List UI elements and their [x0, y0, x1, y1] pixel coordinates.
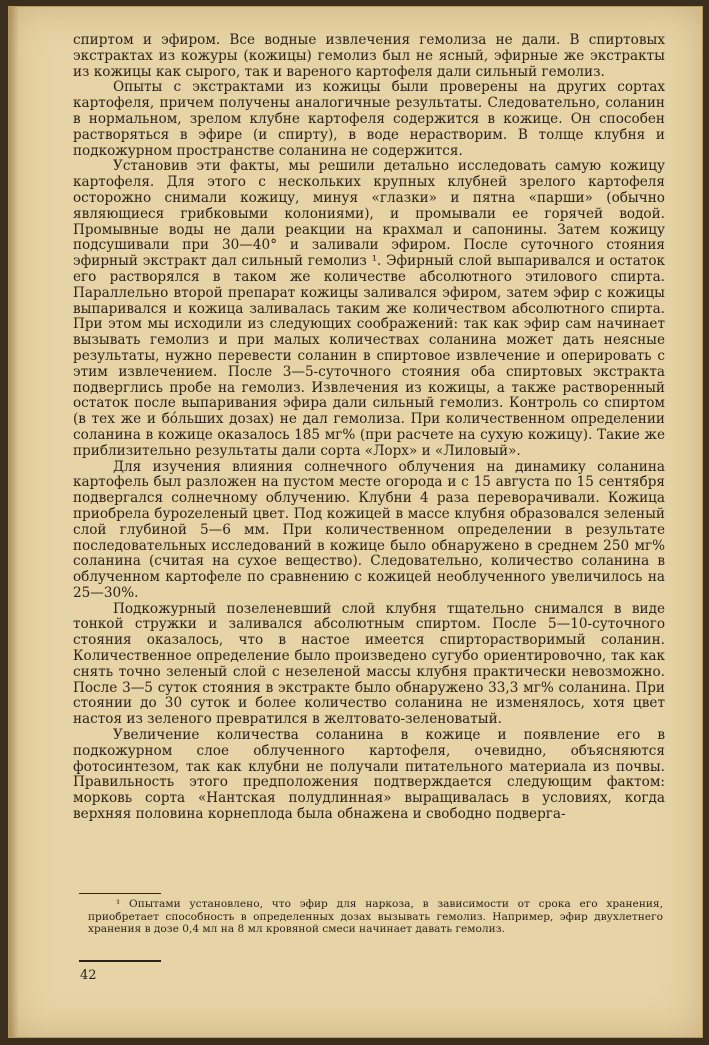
body-text — [73, 33, 665, 823]
page-edge-shadow — [9, 7, 19, 1037]
footnote-text: ¹ Опытами установлено, что эфир для наркоза, в зависимости от срока его хранения, приобретает способность в определенных дозах вызывать гемолиз. Например, эфир двухлетнего хранения в дозе 0,4 мл на 8 мл кровяной смеси начинает давать гемолиз. — [88, 898, 663, 935]
paragraph-5: Подкожурный позеленевший слой клубня тщательно снимался в виде тонкой стружки и заливался абсолютным спиртом. После 5—10-суточного стояния оказалось, что в настое имеется спирторастворимый соланин. Количественное определение было произведено сугубо ориентировочно, так как снять точно зеленый слой с незеленой массы клубня практически невозможно. После 3—5 суток стояния в экстракте было обнаружено 33,3 мг% соланина. При стоянии до 30 суток и более количество соланина не изменялось, хотя цвет настоя из зеленого превратился в желтовато-зеленоватый. — [73, 600, 665, 728]
paragraph-6: Увеличение количества соланина в кожице и появление его в подкожурном слое облученного картофеля, очевидно, объясняются фотосинтезом, так как клубни не получали питательного материала из почвы. Правильность этого предположения подтверждается следующим фактом: морковь сорта «Нантская полудлинная» выращивалась в условиях, когда верхняя половина корнеплода была обнажена и свободно подверга- — [73, 727, 665, 823]
paragraph-2: Опыты с экстрактами из кожицы были проверены на других сортах картофеля, причем получены аналогичные результаты. Следовательно, соланин в нормальном, зрелом клубне картофеля содержится в кожице. Он способен растворяться в эфире (и спирту), в воде нерастворим. В толще клубня и подкожурном пространстве соланина не содержится. — [73, 79, 665, 159]
page-number: 42 — [80, 968, 97, 983]
page-number-rule — [79, 960, 161, 962]
paragraph-4: Для изучения влияния солнечного облучения на динамику соланина картофель был разложен на пустом месте огорода и с 15 августа по 15 сентября подвергался солнечному облучению. Клубни 4 раза переворачивали. Кожица приобрела буроzеленый цвет. Под кожицей в массе клубня образовался зеленый слой глубиной 5—6 мм. При количественном определении в результате последовательных исследований в кожице было обнаружено в среднем 250 мг% соланина (считая на сухое вещество). Следовательно, количество соланина в облученном картофеле по сравнению с кожицей необлученного увеличилось на 25—30%. — [73, 458, 665, 601]
footnote-divider — [79, 893, 161, 894]
paragraph-1: спиртом и эфиром. Все водные извлечения гемолиза не дали. В спиртовых экстрактах из кожуры (кожицы) гемолиз был не ясный, эфирные же экстракты из кожицы как сырого, так и вареного картофеля дали сильный гемолиз. — [73, 32, 665, 80]
footnote — [88, 898, 663, 936]
paragraph-3: Установив эти факты, мы решили детально исследовать самую кожицу картофеля. Для этого с нескольких крупных клубней зрелого картофеля осторожно снимали кожицу, минуя «глазки» и пятна «парши» (обычно являющиеся грибковыми колониями), и промывали ее горячей водой. Промывные воды не дали реакции на крахмал и сапонины. Затем кожицу подсушивали при 30—40° и заливали эфиром. После суточного стояния эфирный экстракт дал сильный гемолиз ¹. Эфирный слой выпаривался и остаток его растворялся в таком же количестве абсолютного этилового спирта. Параллельно второй препарат кожицы заливался эфиром, затем эфир с кожицы выпаривался и кожица заливалась таким же количеством абсолютного спирта. При этом мы исходили из следующих соображений: так как эфир сам начинает вызывать гемолиз и при малых количествах соланина может дать неясные результаты, нужно перевести соланин в спиртовое извлечение и оперировать с этим извлечением. После 3—5-суточного стояния оба спиртовых экстракта подверглись пробе на гемолиз. Извлечения из кожицы, а также растворенный остаток после выпаривания эфира дали сильный гемолиз. Контроль со спиртом (в тех же и бóльших дозах) не дал гемолиза. При количественном определении соланина в кожице оказалось 185 мг% (при расчете на сухую кожицу). Такие же приблизительно результаты дали сорта «Лорх» и «Лиловый». — [73, 158, 665, 459]
